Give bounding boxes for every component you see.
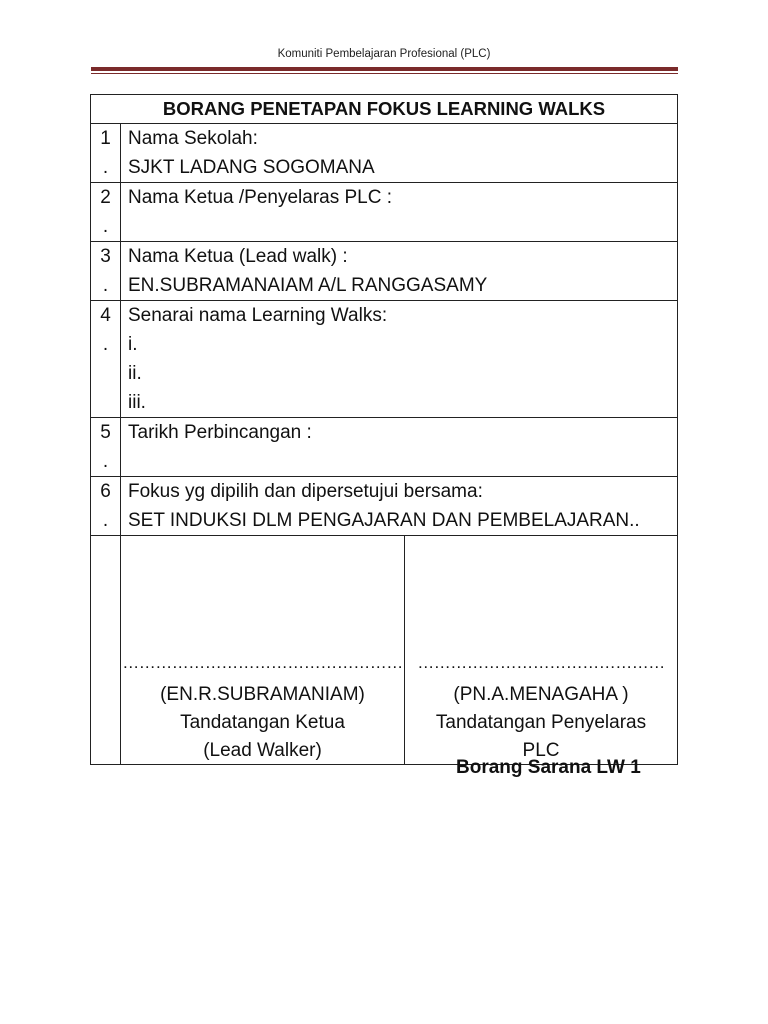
field-value: SET INDUKSI DLM PENGAJARAN DAN PEMBELAJARAN.. (128, 510, 640, 531)
signer-role: Tandatangan Penyelaras (435, 712, 647, 733)
header-divider-thick (91, 67, 678, 71)
signature-cell (121, 536, 678, 765)
form-row-focus (91, 477, 678, 536)
learning-walks-form-table (90, 94, 678, 765)
row-content (121, 418, 678, 477)
signer-name: (PN.A.MENAGAHA ) (453, 684, 629, 705)
form-row-school (91, 124, 678, 183)
form-reference-label: Borang Sarana LW 1 (456, 757, 641, 778)
field-label: Nama Ketua /Penyelaras PLC : (128, 187, 393, 208)
list-item: ii. (128, 363, 142, 384)
field-label: Nama Ketua (Lead walk) : (128, 246, 348, 267)
row-number: 5 . (91, 418, 121, 477)
field-value: EN.SUBRAMANAIAM A/L RANGGASAMY (128, 275, 488, 296)
signature-line: …………………………………………… (122, 653, 403, 672)
field-label: Senarai nama Learning Walks: (128, 305, 388, 326)
field-label: Fokus yg dipilih dan dipersetujui bersama: (128, 481, 483, 502)
form-row-coordinator (91, 183, 678, 242)
signature-row (91, 536, 678, 765)
list-item: i. (128, 334, 138, 355)
row-number: 6 . (91, 477, 121, 536)
row-number: 1 . (91, 124, 121, 183)
list-item: iii. (128, 392, 146, 413)
row-content (121, 183, 678, 242)
row-content (121, 301, 678, 418)
field-value: SJKT LADANG SOGOMANA (128, 157, 375, 178)
form-title: BORANG PENETAPAN FOKUS LEARNING WALKS (91, 95, 678, 124)
lead-walker-signature (121, 536, 405, 764)
row-number: 4 . (91, 301, 121, 418)
coordinator-signature (405, 536, 677, 764)
form-row-date (91, 418, 678, 477)
form-row-walkers-list (91, 301, 678, 418)
signature-line: ……………………………………… (417, 653, 665, 672)
header-divider-thin (91, 73, 678, 74)
signer-name: (EN.R.SUBRAMANIAM) (160, 684, 365, 705)
signer-role-detail: (Lead Walker) (203, 740, 322, 761)
row-content (121, 242, 678, 301)
row-content (121, 477, 678, 536)
row-number-empty (91, 536, 121, 765)
field-label: Nama Sekolah: (128, 128, 258, 149)
row-number: 2 . (91, 183, 121, 242)
row-number: 3 . (91, 242, 121, 301)
field-label: Tarikh Perbincangan : (128, 422, 312, 443)
page-header: Komuniti Pembelajaran Profesional (PLC) (277, 48, 491, 60)
signer-role-detail: PLC (522, 740, 560, 761)
row-content (121, 124, 678, 183)
signer-role: Tandatangan Ketua (180, 712, 345, 733)
form-row-lead-walk (91, 242, 678, 301)
